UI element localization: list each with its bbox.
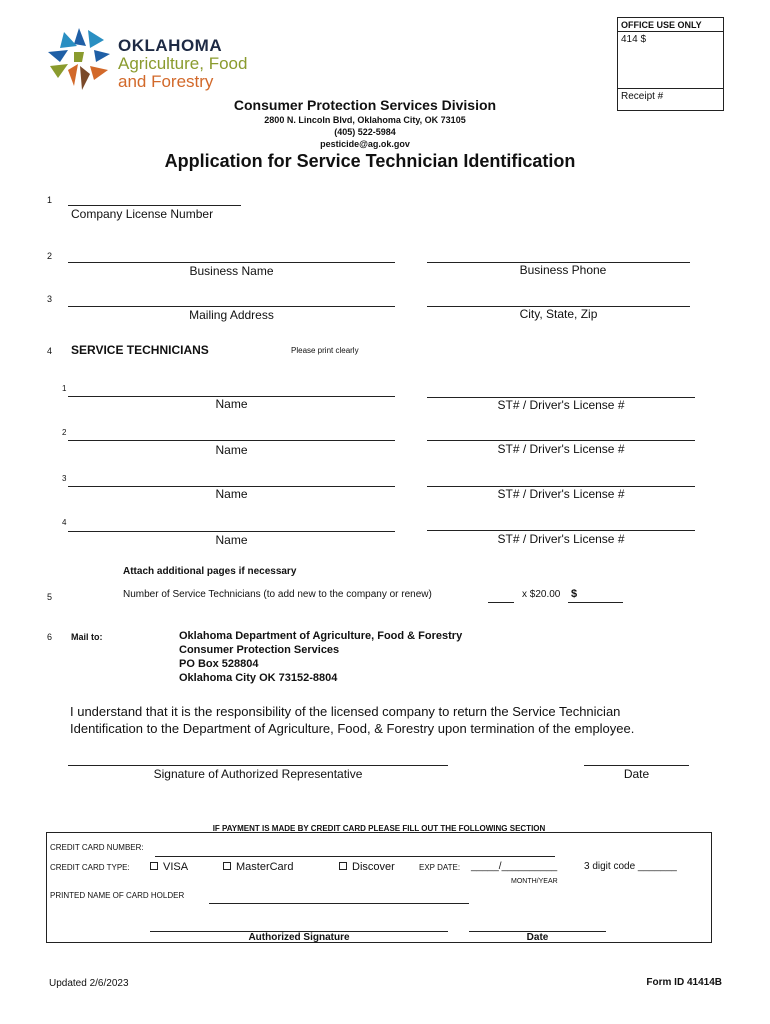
cvv-field[interactable]: 3 digit code _______ [584,861,677,872]
discover-option[interactable] [339,861,395,873]
tech-row-number: 1 [62,384,67,393]
company-license-field[interactable] [68,205,241,206]
credit-card-number-label: CREDIT CARD NUMBER: [50,843,144,852]
credit-card-heading: IF PAYMENT IS MADE BY CREDIT CARD PLEASE FILL OUT THE FOLLOWING SECTION [212,824,546,833]
company-license-label: Company License Number [71,207,214,221]
tech-license-field[interactable] [427,440,695,441]
tech-license-field[interactable] [427,530,695,531]
responsibility-statement-line2: Identification to the Department of Agriculture, Food, & Forestry upon termination of the employee. [70,721,635,736]
division-address: 2800 N. Lincoln Blvd, Oklahoma City, OK 73105 [264,115,466,125]
technician-count-label: Number of Service Technicians (to add new to the company or renew) [123,589,432,600]
checkbox-icon[interactable] [339,862,347,870]
tech-name-field[interactable] [68,531,395,532]
section-number-6: 6 [47,632,53,642]
business-phone-label: Business Phone [519,263,607,277]
attach-pages-note: Attach additional pages if necessary [123,566,297,577]
section-number-5: 5 [47,592,53,602]
checkbox-icon[interactable] [223,862,231,870]
mailing-address-field[interactable] [68,306,395,307]
visa-label: VISA [163,861,189,873]
logo-star-icon [44,24,114,94]
business-name-label: Business Name [189,264,274,278]
mail-address-line1: Oklahoma Department of Agriculture, Food & Forestry [179,630,463,642]
form-title: Application for Service Technician Identification [164,151,576,171]
tech-name-field[interactable] [68,440,395,441]
section-number-1: 1 [47,195,53,205]
section-number-3: 3 [47,294,53,304]
mailing-address-label: Mailing Address [189,308,274,322]
fee-rate-label: x $20.00 [522,589,561,600]
authorized-signature-label: Authorized Signature [248,932,350,943]
printed-name-field[interactable] [209,903,469,904]
office-use-box [617,17,724,111]
representative-signature-field[interactable] [68,765,448,766]
tech-row-number: 2 [62,428,67,437]
checkbox-icon[interactable] [150,862,158,870]
exp-date-field[interactable]: _____/__________ [471,861,558,872]
authorized-date-label: Date [526,932,549,943]
tech-name-label: Name [215,443,248,457]
mail-address-line2: Consumer Protection Services [179,644,340,656]
city-state-zip-label: City, State, Zip [519,307,598,321]
office-use-header: OFFICE USE ONLY [618,18,723,32]
credit-card-type-label: CREDIT CARD TYPE: [50,863,130,872]
division-phone: (405) 522-5984 [334,127,396,137]
technicians-heading: SERVICE TECHNICIANS [71,343,209,357]
division-email: pesticide@ag.ok.gov [320,139,410,149]
tech-license-label: ST# / Driver's License # [497,532,625,546]
visa-option[interactable] [150,861,188,873]
form-id: Form ID 41414B [646,977,722,988]
business-name-field[interactable] [68,262,395,263]
mail-to-label: Mail to: [71,632,103,642]
fee-total-field[interactable] [568,602,623,603]
discover-label: Discover [352,861,395,873]
division-name: Consumer Protection Services Division [233,97,497,113]
logo-text-oklahoma: OKLAHOMA [118,36,223,55]
logo-text-agriculture: Agriculture, Food [118,54,248,73]
print-clearly-note: Please print clearly [291,346,359,355]
office-amount-field[interactable]: 414 $ [618,32,723,89]
tech-name-label: Name [215,397,248,411]
credit-card-section [46,832,712,943]
signature-date-field[interactable] [584,765,689,766]
mastercard-label: MasterCard [236,861,294,873]
exp-date-label: EXP DATE: [419,863,461,872]
logo-text-forestry: and Forestry [118,72,214,91]
tech-row-number: 3 [62,474,67,483]
fee-dollar-sign: $ [571,588,578,600]
representative-signature-label: Signature of Authorized Representative [153,767,363,781]
credit-card-number-field[interactable] [155,856,555,857]
signature-date-label: Date [623,767,650,781]
tech-name-label: Name [215,487,248,501]
section-number-4: 4 [47,346,53,356]
agency-logo [44,24,324,94]
tech-license-label: ST# / Driver's License # [497,398,625,412]
month-year-label: MONTH/YEAR [511,878,558,885]
mail-address-line3: PO Box 528804 [179,658,259,670]
tech-license-label: ST# / Driver's License # [497,442,625,456]
updated-date: Updated 2/6/2023 [49,978,129,989]
tech-name-label: Name [215,533,248,547]
tech-license-label: ST# / Driver's License # [497,487,625,501]
responsibility-statement-line1: I understand that it is the responsibility of the licensed company to return the Service Technician [70,704,621,719]
mail-address-line4: Oklahoma City OK 73152-8804 [179,672,338,684]
office-receipt-field[interactable]: Receipt # [621,91,664,102]
printed-name-label: PRINTED NAME OF CARD HOLDER [50,891,185,900]
technician-count-field[interactable] [488,602,514,603]
section-number-2: 2 [47,251,53,261]
tech-row-number: 4 [62,518,67,527]
mastercard-option[interactable] [223,861,293,873]
